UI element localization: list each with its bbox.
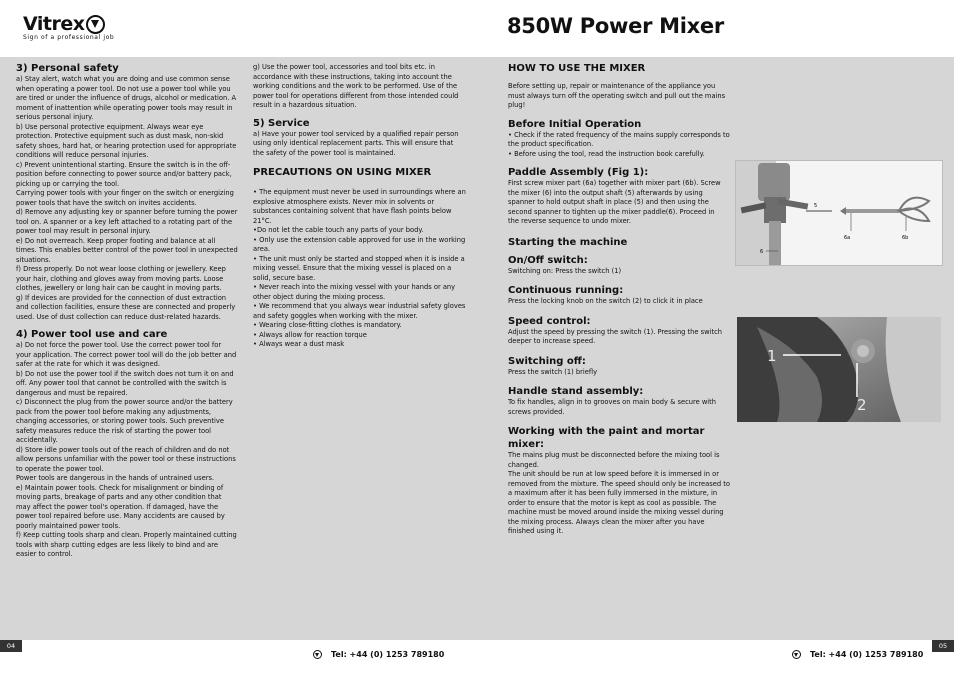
paragraph: To fix handles, align in to grooves on main body & secure with screws provided. (508, 398, 717, 416)
label-2: 2 (857, 396, 867, 414)
brand-tagline: Sign of a professional job (23, 34, 115, 41)
label-5: 5 (814, 203, 818, 209)
paragraph: e) Do not overreach. Keep proper footing and balance at all times. This enables better control of the power tool in unexpected situations. (16, 236, 238, 264)
brand-logo (23, 14, 114, 41)
paragraph: Before setting up, repair or maintenance of the appliance you must always turn off the operating switch and pull out the mains plug! (508, 82, 726, 109)
paragraph: a) Stay alert, watch what you are doing and use common sense when operating a power tool. Do not use a power tool while you are tired or under the influence of drugs, alcohol or medication. A moment of inattention while operating power tools may result in serious personal injury. (16, 75, 237, 121)
bullet: • Before using the tool, read the instruction book carefully. (508, 149, 705, 158)
paragraph: e) Maintain power tools. Check for misalignment or binding of moving parts, breakage of parts and any other condition that may affect the power tool's operation. If damaged, have the power tool repaired before use. Many accidents are caused by poorly maintained power tools. (16, 483, 225, 530)
label-6b: 6b (902, 235, 909, 241)
footer-contact-left (313, 650, 444, 659)
heading-how-to-use: HOW TO USE THE MIXER (508, 63, 646, 74)
bullet: • Always allow for reaction torque (253, 330, 367, 339)
heading-speed-control: Speed control: (508, 315, 591, 327)
bullet: • We recommend that you always wear industrial safety gloves and safety goggles when working with the mixer. (253, 302, 466, 320)
paragraph: a) Have your power tool serviced by a qualified repair person using only identical replacement parts. This will ensure that the safety of the power tool is maintained. (253, 129, 459, 157)
heading-power-tool-use: 4) Power tool use and care (16, 329, 168, 340)
paragraph: Press the locking knob on the switch (2) to click it in place (508, 297, 703, 305)
paragraph: The mains plug must be disconnected before the mixing tool is changed. (508, 451, 720, 469)
label-6a: 6a (844, 235, 851, 241)
paragraph: c) Prevent unintentional starting. Ensure the switch is in the off-position before connecting to power source and/or battery pack, picking up or carrying the tool. (16, 160, 232, 188)
heading-personal-safety: 3) Personal safety (16, 63, 119, 74)
switch-closeup-photo (737, 317, 941, 422)
bullet: •Do not let the cable touch any parts of your body. (253, 226, 424, 234)
heading-handle-stand: Handle stand assembly: (508, 386, 644, 397)
heading-working-mixer: Working with the paint and mortar mixer: (508, 426, 705, 450)
label-1: 1 (767, 347, 777, 365)
switch-closeup-figure (737, 317, 941, 422)
bullet: • The unit must only be started and stopped when it is inside a mixing vessel. Ensure that the mixing vessel is placed on a solid, secure base. (253, 254, 465, 282)
paragraph: f) Keep cutting tools sharp and clean. Properly maintained cutting tools with sharp cutting edges are less likely to bind and are easier to control. (16, 531, 237, 558)
paragraph: a) Do not force the power tool. Use the correct power tool for your application. The correct power tool will do the job better and safer at the rate for which it was designed. (16, 341, 237, 368)
brand-v-icon (86, 15, 105, 34)
paragraph: Press the switch (1) briefly (508, 367, 598, 376)
paddle-assembly-illustration (736, 161, 942, 265)
heading-precautions: PRECAUTIONS ON USING MIXER (253, 167, 432, 178)
paragraph: d) Remove any adjusting key or spanner before turning the power tool on. A spanner or a key left attached to a rotating part of the power tool may result in personal injury. (16, 208, 238, 235)
heading-before-initial-operation: Before Initial Operation (508, 118, 642, 130)
paragraph: b) Use personal protective equipment. Always wear eye protection. Protective equipment such as dust mask, non-skid safety shoes, hard hat, or hearing protection used for appropriate conditions will reduce personal injuries. (16, 122, 237, 159)
paddle-assembly-figure (735, 160, 943, 266)
bullet: • Wearing close-fitting clothes is mandatory. (253, 321, 402, 329)
heading-starting-machine: Starting the machine (508, 236, 628, 248)
paragraph: d) Store idle power tools out of the reach of children and do not allow persons unfamiliar with the power tool or these instructions to operate the power tool. (16, 445, 236, 473)
bullet: • Always wear a dust mask (253, 340, 345, 348)
page-title: 850W Power Mixer (507, 14, 724, 38)
paragraph: The unit should be run at low speed before it is immersed in or removed from the mixture. The speed should only be increased to a maximum after it has been fully immersed in the mixture, in order to ensure that the motor is kept as cool as possible. The machine must be moved around inside the mixing vessel during the mixing process. Always clean the mixer after you have finished using it. (508, 470, 730, 535)
heading-switching-off: Switching off: (508, 355, 586, 367)
heading-service: 5) Service (253, 117, 310, 129)
bullet: • Check if the rated frequency of the mains supply corresponds to the product specification. (508, 130, 730, 148)
bullet: • The equipment must never be used in surroundings where an explosive atmosphere exists. Never mix in solvents or substances containing solvent that have flash points below 21°C. (253, 188, 466, 225)
paragraph: b) Do not use the power tool if the switch does not turn it on and off. Any power tool that cannot be controlled with the switch is dangerous and must be repaired. (16, 369, 234, 397)
brand-name: Vitrex (23, 13, 85, 35)
label-6: 6 (760, 249, 764, 255)
column-service-precautions (253, 63, 466, 350)
paragraph: g) Use the power tool, accessories and tool bits etc. in accordance with these instructions, taking into account the working conditions and the work to be performed. Use of the power tool for operations different from those intended could result in a hazardous situation. (253, 63, 459, 109)
heading-continuous-running: Continuous running: (508, 285, 624, 296)
phone-number: Tel: +44 (0) 1253 789180 (331, 650, 445, 659)
page-number-right: 05 (932, 640, 954, 652)
paragraph: Carrying power tools with your finger on the switch or energizing power tools that have the switch on invites accidents. (16, 189, 234, 207)
page-number-left: 04 (0, 640, 22, 652)
heading-paddle-assembly: Paddle Assembly (Fig 1): (508, 167, 649, 178)
column-personal-safety (16, 62, 238, 560)
heading-on-off-switch: On/Off switch: (508, 254, 588, 266)
paragraph: f) Dress properly. Do not wear loose clothing or jewellery. Keep your hair, clothing and gloves away from moving parts. Loose clothes, jewellery or long hair can be caught in moving parts. (16, 265, 226, 292)
paragraph: Switching on: Press the switch (1) (508, 266, 622, 275)
brand-v-icon (313, 650, 322, 659)
bullet: • Only use the extension cable approved for use in the working area. (253, 235, 466, 253)
paragraph: c) Disconnect the plug from the power source and/or the battery pack from the power tool before making any adjustments, changing accessories, or storing power tools. Such preventive safety measures reduce the risk of starting the power tool accidentally. (16, 398, 233, 444)
paragraph: Power tools are dangerous in the hands of untrained users. (16, 474, 215, 482)
brand-v-icon (792, 650, 801, 659)
footer-contact-right (792, 650, 923, 659)
paragraph: Adjust the speed by pressing the switch (1). Pressing the switch deeper to increase speed. (508, 327, 723, 345)
bullet: • Never reach into the mixing vessel with your hands or any other object during the mixing process. (253, 283, 456, 301)
phone-number: Tel: +44 (0) 1253 789180 (810, 650, 924, 659)
paragraph: First screw mixer part (6a) together with mixer part (6b). Screw the mixer (6) into the output shaft (5) afterwards by using spanner to hold output shaft in place (5) and then using the second spanner to tighten up the mixer paddle(6). Proceed in the reverse sequence to undo mixer. (508, 179, 721, 225)
column-how-to-use (508, 62, 733, 537)
paragraph: g) If devices are provided for the connection of dust extraction and collection facilities, ensure these are connected and properly used. Use of dust collection can reduce dust-related hazards. (16, 293, 236, 321)
